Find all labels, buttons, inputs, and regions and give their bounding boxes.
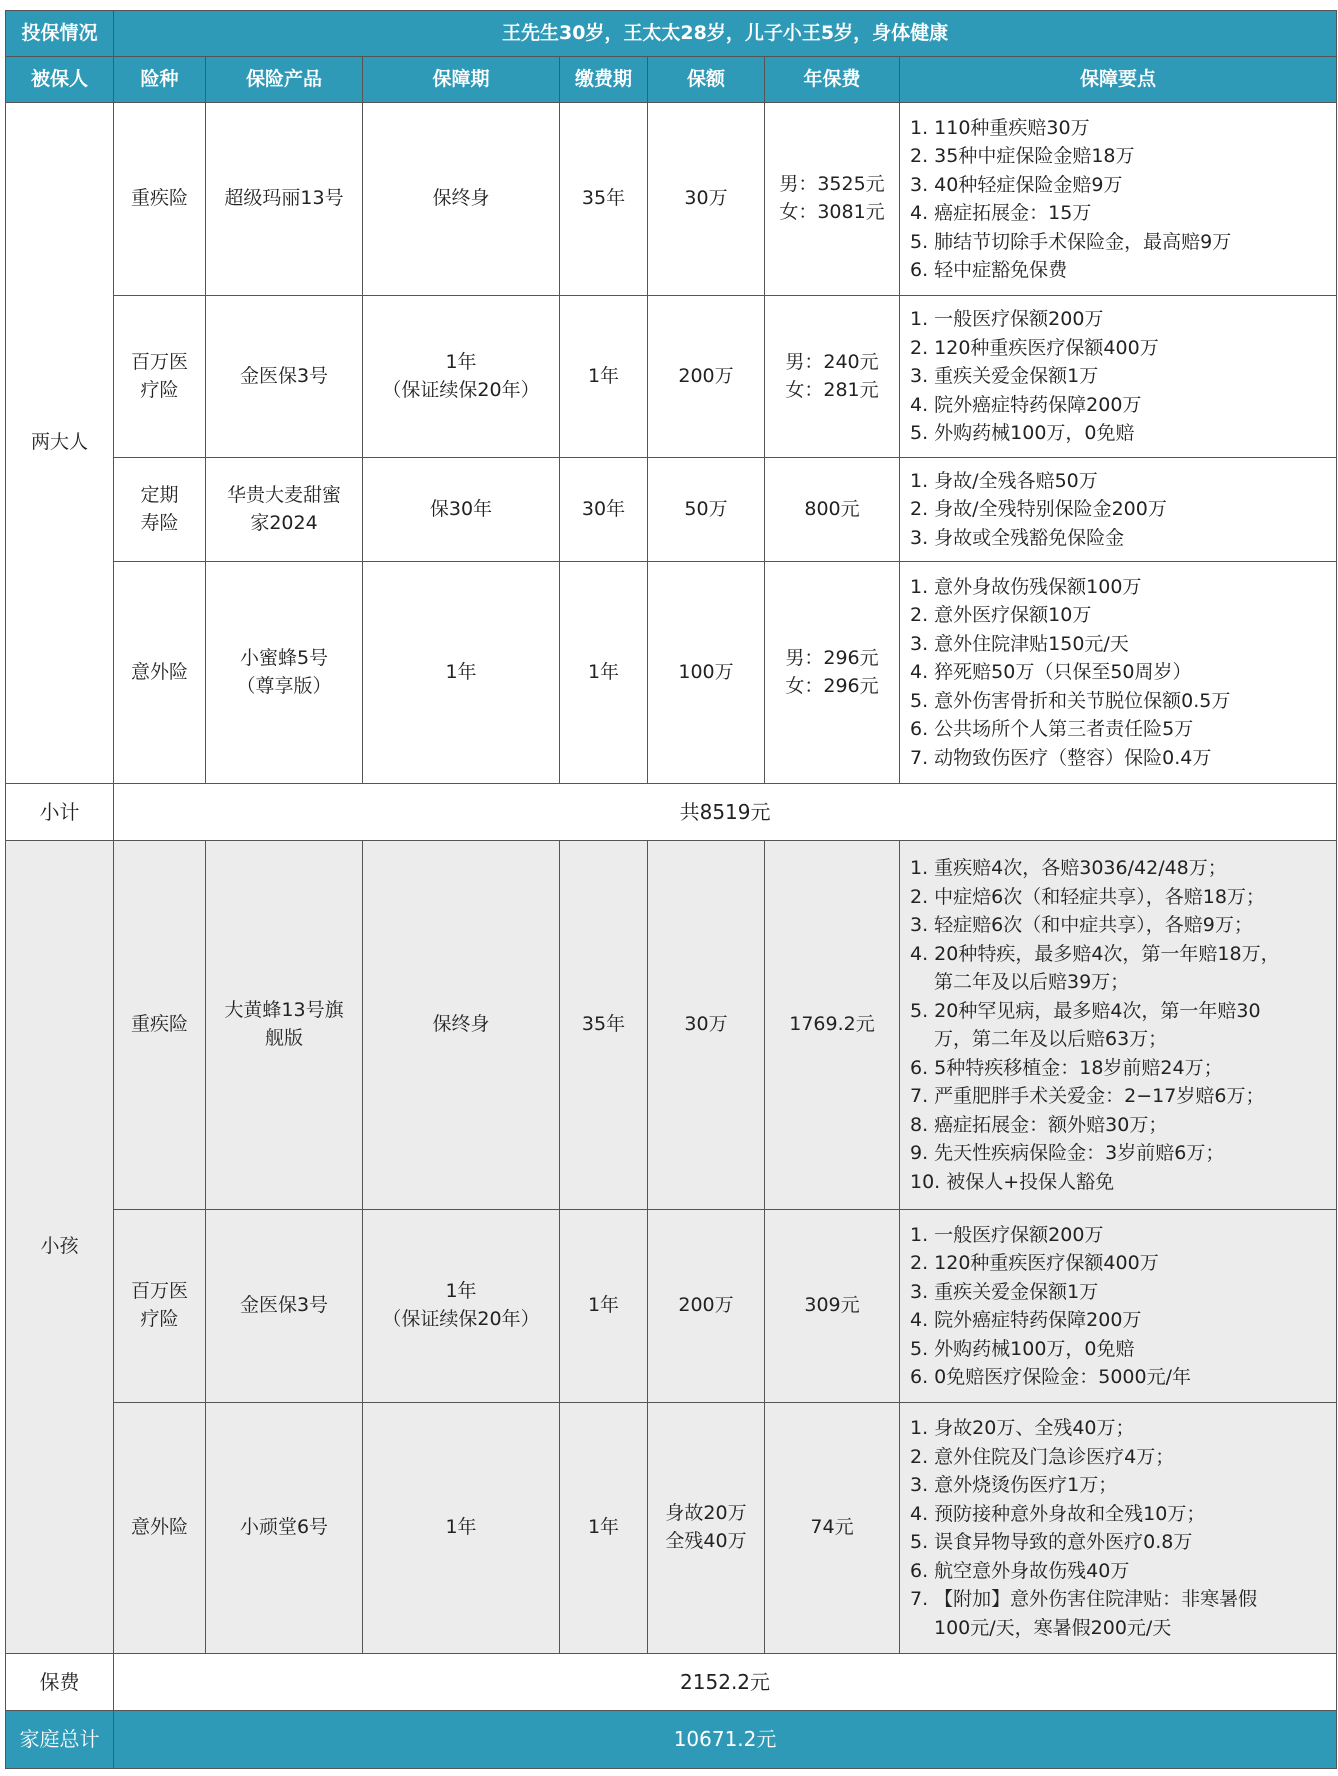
coverage-point: 3. 身故或全残豁免保险金 bbox=[910, 526, 1125, 549]
coverage-point: 4. 院外癌症特药保障200万 bbox=[910, 393, 1142, 416]
type-line: 百万医 bbox=[130, 350, 188, 373]
coverage-point: 5. 外购药械100万，0免赔 bbox=[910, 1337, 1135, 1360]
insurance-type: 意外险 bbox=[114, 1403, 206, 1654]
insured-adults: 两大人 bbox=[6, 103, 114, 784]
premium-line: 女：3081元 bbox=[779, 201, 885, 223]
insurance-type bbox=[114, 1210, 206, 1403]
insurance-type bbox=[114, 458, 206, 562]
col-header-payment: 缴费期 bbox=[560, 57, 648, 103]
coverage-amount: 200万 bbox=[648, 296, 765, 458]
coverage-point: 7. 【附加】意外伤害住院津贴：非寒暑假 bbox=[910, 1588, 1258, 1610]
premium-line: 男：240元 bbox=[785, 350, 879, 373]
coverage-amount: 30万 bbox=[648, 103, 765, 296]
type-line: 百万医 bbox=[130, 1280, 188, 1303]
coverage-amount: 50万 bbox=[648, 458, 765, 562]
coverage-point: 6. 轻中症豁免保费 bbox=[910, 259, 1068, 281]
coverage-point: 3. 轻症赔6次（和中症共享），各赔9万； bbox=[910, 914, 1253, 936]
product-line: （尊享版） bbox=[236, 674, 332, 697]
coverage-amount bbox=[648, 1403, 765, 1654]
insurance-type: 意外险 bbox=[114, 562, 206, 784]
premium-line: 男：296元 bbox=[785, 646, 879, 669]
period-line: （保证续保20年） bbox=[382, 378, 540, 401]
subtotal-label: 小计 bbox=[6, 784, 114, 841]
family-total-row bbox=[6, 1711, 1337, 1769]
family-total-label: 家庭总计 bbox=[6, 1711, 114, 1769]
type-line: 定期 bbox=[140, 483, 179, 506]
product-line: 大黄蜂13号旗 bbox=[224, 999, 344, 1022]
coverage-point: 4. 预防接种意外身故和全残10万； bbox=[910, 1502, 1206, 1525]
payment-period: 35年 bbox=[560, 103, 648, 296]
insurance-type: 重疾险 bbox=[114, 103, 206, 296]
coverage-point: 8. 癌症拓展金：额外赔30万； bbox=[910, 1113, 1168, 1136]
coverage-point: 4. 20种特疾，最多赔4次，第一年赔18万， bbox=[910, 942, 1280, 965]
col-header-points: 保障要点 bbox=[900, 57, 1337, 103]
coverage-point: 2. 身故/全残特别保险金200万 bbox=[910, 498, 1167, 521]
situation-row bbox=[6, 11, 1337, 57]
coverage-point: 1. 身故20万、全残40万； bbox=[910, 1417, 1135, 1439]
coverage-point: 7. 严重肥胖手术关爱金：2−17岁赔6万； bbox=[910, 1085, 1265, 1107]
coverage-point: 1. 110种重疾赔30万 bbox=[910, 116, 1090, 139]
coverage-point: 2. 意外住院及门急诊医疗4万； bbox=[910, 1445, 1175, 1468]
col-header-amount: 保额 bbox=[648, 57, 765, 103]
coverage-point: 1. 意外身故伤残保额100万 bbox=[910, 575, 1142, 598]
child-premium-label: 保费 bbox=[6, 1654, 114, 1711]
payment-period: 1年 bbox=[560, 1210, 648, 1403]
annual-premium: 800元 bbox=[765, 458, 900, 562]
coverage-period: 保终身 bbox=[363, 103, 560, 296]
coverage-point: 5. 外购药械100万，0免赔 bbox=[910, 422, 1135, 445]
premium-line: 女：296元 bbox=[785, 674, 879, 697]
coverage-point: 6. 公共场所个人第三者责任险5万 bbox=[910, 718, 1194, 741]
child-premium-value: 2152.2元 bbox=[114, 1654, 1337, 1711]
col-header-type: 险种 bbox=[114, 57, 206, 103]
insurance-product: 金医保3号 bbox=[206, 296, 363, 458]
insurance-product bbox=[206, 841, 363, 1210]
coverage-points bbox=[900, 1210, 1337, 1403]
payment-period: 35年 bbox=[560, 841, 648, 1210]
premium-line: 男：3525元 bbox=[779, 173, 885, 196]
coverage-point: 5. 肺结节切除手术保险金，最高赔9万 bbox=[910, 230, 1232, 253]
coverage-point: 2. 意外医疗保额10万 bbox=[910, 604, 1092, 627]
table-row bbox=[6, 1403, 1337, 1654]
coverage-point-continuation: 万，第二年及以后赔63万； bbox=[934, 1028, 1168, 1050]
situation-label: 投保情况 bbox=[6, 11, 114, 57]
coverage-point: 5. 20种罕见病，最多赔4次，第一年赔30 bbox=[910, 999, 1261, 1022]
coverage-point: 2. 120种重疾医疗保额400万 bbox=[910, 1252, 1159, 1274]
product-line: 华贵大麦甜蜜 bbox=[226, 483, 341, 506]
coverage-amount: 100万 bbox=[648, 562, 765, 784]
insurance-product: 小顽堂6号 bbox=[206, 1403, 363, 1654]
insurance-product: 超级玛丽13号 bbox=[206, 103, 363, 296]
type-line: 寿险 bbox=[140, 511, 179, 534]
coverage-period: 1年 bbox=[363, 1403, 560, 1654]
coverage-points bbox=[900, 1403, 1337, 1654]
coverage-point: 9. 先天性疾病保险金：3岁前赔6万； bbox=[910, 1142, 1225, 1164]
payment-period: 1年 bbox=[560, 1403, 648, 1654]
col-header-insured: 被保人 bbox=[6, 57, 114, 103]
col-header-premium: 年保费 bbox=[765, 57, 900, 103]
coverage-point: 1. 一般医疗保额200万 bbox=[910, 308, 1104, 331]
coverage-amount: 200万 bbox=[648, 1210, 765, 1403]
product-line: 舰版 bbox=[264, 1027, 303, 1049]
coverage-points bbox=[900, 296, 1337, 458]
insurance-product bbox=[206, 562, 363, 784]
insurance-product: 金医保3号 bbox=[206, 1210, 363, 1403]
coverage-period: 保30年 bbox=[363, 458, 560, 562]
coverage-point: 5. 误食异物导致的意外医疗0.8万 bbox=[910, 1531, 1193, 1553]
coverage-period bbox=[363, 1210, 560, 1403]
coverage-point-continuation: 第二年及以后赔39万； bbox=[934, 971, 1130, 993]
coverage-point: 3. 重疾关爱金保额1万 bbox=[910, 365, 1099, 388]
coverage-point: 4. 癌症拓展金：15万 bbox=[910, 202, 1092, 224]
coverage-point: 1. 重疾赔4次，各赔3036/42/48万； bbox=[910, 857, 1227, 879]
insurance-plan-table bbox=[5, 10, 1337, 1769]
subtotal-row bbox=[6, 784, 1337, 841]
coverage-points bbox=[900, 458, 1337, 562]
coverage-point: 2. 35种中症保险金赔18万 bbox=[910, 145, 1135, 167]
coverage-point: 3. 40种轻症保险金赔9万 bbox=[910, 173, 1123, 196]
insurance-type bbox=[114, 296, 206, 458]
table-row bbox=[6, 841, 1337, 1210]
product-line: 家2024 bbox=[250, 511, 318, 534]
amount-line: 身故20万 bbox=[665, 1502, 747, 1525]
coverage-point: 6. 航空意外身故伤残40万 bbox=[910, 1559, 1130, 1582]
family-total-value: 10671.2元 bbox=[114, 1711, 1337, 1769]
subtotal-value: 共8519元 bbox=[114, 784, 1337, 841]
annual-premium bbox=[765, 296, 900, 458]
product-line: 小蜜蜂5号 bbox=[239, 646, 329, 669]
period-line: 1年 bbox=[445, 1280, 477, 1303]
annual-premium: 309元 bbox=[765, 1210, 900, 1403]
period-line: 1年 bbox=[445, 350, 477, 373]
period-line: （保证续保20年） bbox=[382, 1308, 540, 1330]
coverage-point: 7. 动物致伤医疗（整容）保险0.4万 bbox=[910, 746, 1212, 769]
coverage-point-continuation: 100元/天，寒暑假200元/天 bbox=[934, 1616, 1172, 1639]
coverage-amount: 30万 bbox=[648, 841, 765, 1210]
insured-child: 小孩 bbox=[6, 841, 114, 1654]
insurance-plan-table-wrapper bbox=[5, 10, 1336, 1769]
coverage-period: 1年 bbox=[363, 562, 560, 784]
coverage-point: 1. 一般医疗保额200万 bbox=[910, 1223, 1104, 1246]
annual-premium: 1769.2元 bbox=[765, 841, 900, 1210]
coverage-points bbox=[900, 562, 1337, 784]
type-line: 疗险 bbox=[140, 378, 179, 401]
coverage-point: 2. 中症焙6次（和轻症共享），各赔18万； bbox=[910, 885, 1265, 908]
coverage-period bbox=[363, 296, 560, 458]
insurance-type: 重疾险 bbox=[114, 841, 206, 1210]
coverage-point: 2. 120种重疾医疗保额400万 bbox=[910, 336, 1159, 359]
coverage-point: 6. 5种特疾移植金：18岁前赔24万； bbox=[910, 1056, 1223, 1079]
coverage-period: 保终身 bbox=[363, 841, 560, 1210]
table-row bbox=[6, 458, 1337, 562]
coverage-point: 3. 重疾关爱金保额1万 bbox=[910, 1280, 1099, 1303]
coverage-point: 5. 意外伤害骨折和关节脱位保额0.5万 bbox=[910, 689, 1231, 712]
column-header-row bbox=[6, 57, 1337, 103]
amount-line: 全残40万 bbox=[665, 1530, 747, 1552]
table-row bbox=[6, 1210, 1337, 1403]
col-header-product: 保险产品 bbox=[206, 57, 363, 103]
annual-premium: 74元 bbox=[765, 1403, 900, 1654]
child-premium-row bbox=[6, 1654, 1337, 1711]
situation-text: 王先生30岁，王太太28岁，儿子小王5岁，身体健康 bbox=[114, 11, 1337, 57]
coverage-point: 10. 被保人+投保人豁免 bbox=[910, 1170, 1115, 1193]
table-row bbox=[6, 296, 1337, 458]
payment-period: 30年 bbox=[560, 458, 648, 562]
col-header-period: 保障期 bbox=[363, 57, 560, 103]
coverage-points bbox=[900, 841, 1337, 1210]
type-line: 疗险 bbox=[140, 1308, 179, 1330]
coverage-point: 3. 意外烧烫伤医疗1万； bbox=[910, 1474, 1118, 1496]
annual-premium bbox=[765, 562, 900, 784]
payment-period: 1年 bbox=[560, 296, 648, 458]
payment-period: 1年 bbox=[560, 562, 648, 784]
coverage-point: 4. 猝死赔50万（只保至50周岁） bbox=[910, 661, 1192, 684]
annual-premium bbox=[765, 103, 900, 296]
table-row bbox=[6, 103, 1337, 296]
coverage-point: 4. 院外癌症特药保障200万 bbox=[910, 1309, 1142, 1331]
coverage-point: 1. 身故/全残各赔50万 bbox=[910, 469, 1098, 492]
table-row bbox=[6, 562, 1337, 784]
premium-line: 女：281元 bbox=[785, 378, 879, 401]
coverage-point: 6. 0免赔医疗保险金：5000元/年 bbox=[910, 1366, 1192, 1388]
coverage-points bbox=[900, 103, 1337, 296]
insurance-product bbox=[206, 458, 363, 562]
coverage-point: 3. 意外住院津贴150元/天 bbox=[910, 632, 1129, 655]
